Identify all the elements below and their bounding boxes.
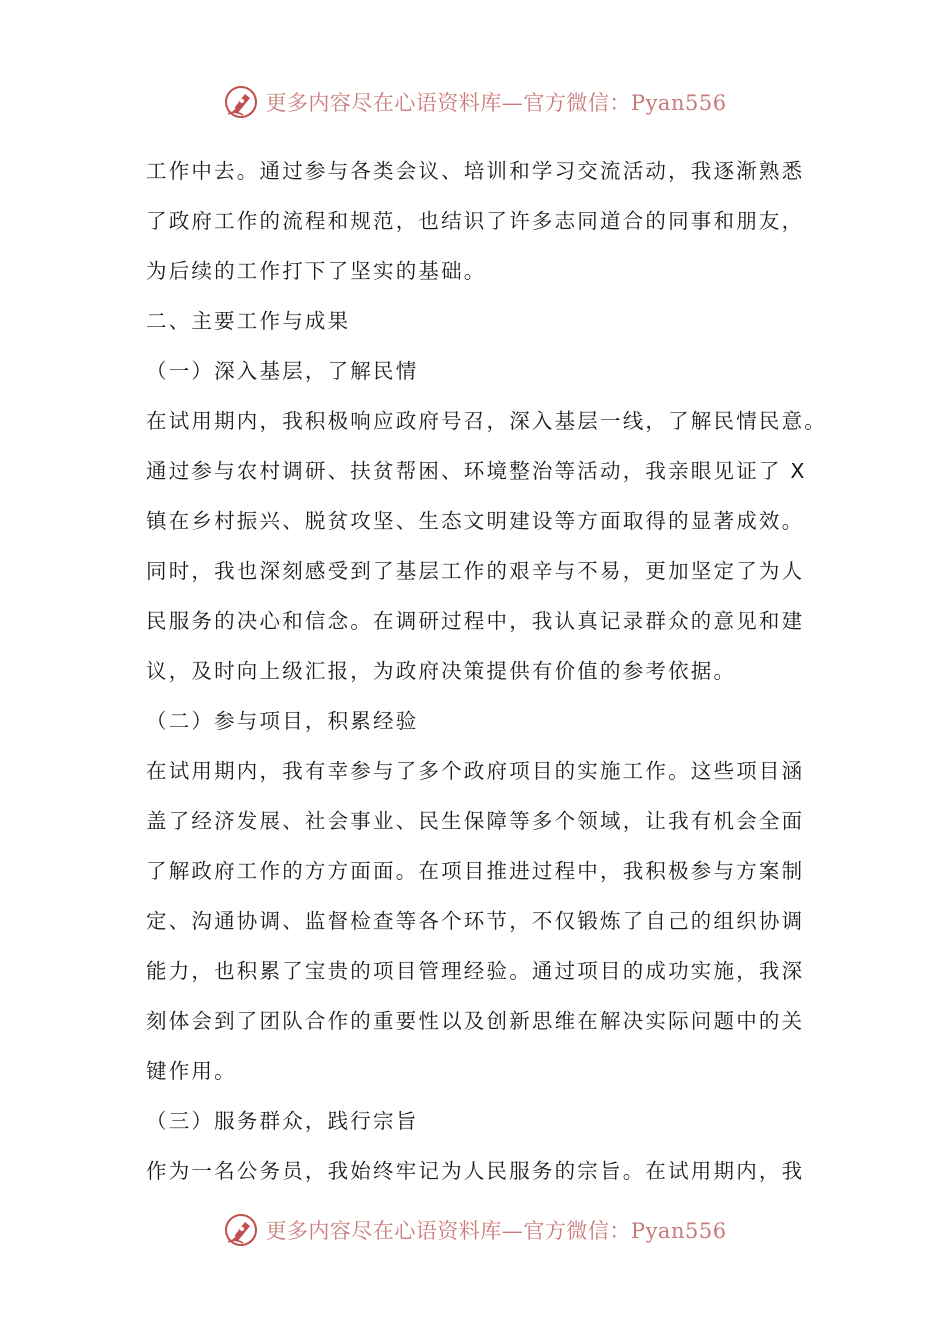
body-line: 在试用期内，我积极响应政府号召，深入基层一线，了解民情民意。 bbox=[146, 409, 827, 433]
body-line: 键作用。 bbox=[146, 1059, 237, 1083]
subsection-heading: （二）参与项目，积累经验 bbox=[146, 709, 419, 733]
pen-nib-logo-icon bbox=[223, 1212, 259, 1248]
subsection-heading: （三）服务群众，践行宗旨 bbox=[146, 1109, 419, 1133]
body-line: 工作中去。通过参与各类会议、培训和学习交流活动，我逐渐熟悉 bbox=[146, 159, 805, 183]
body-line: 盖了经济发展、社会事业、民生保障等多个领域，让我有机会全面 bbox=[146, 809, 805, 833]
body-line: 在试用期内，我有幸参与了多个政府项目的实施工作。这些项目涵 bbox=[146, 759, 805, 783]
section-heading: 二、主要工作与成果 bbox=[146, 309, 351, 333]
body-line: 为后续的工作打下了坚实的基础。 bbox=[146, 259, 487, 283]
document-body bbox=[146, 146, 826, 1196]
body-line: 了解政府工作的方方面面。在项目推进过程中，我积极参与方案制 bbox=[146, 859, 805, 883]
pen-nib-logo-icon bbox=[223, 84, 259, 120]
body-line: 作为一名公务员，我始终牢记为人民服务的宗旨。在试用期内，我 bbox=[146, 1159, 805, 1183]
body-line: 定、沟通协调、监督检查等各个环节，不仅锻炼了自己的组织协调 bbox=[146, 909, 805, 933]
body-line: 刻体会到了团队合作的重要性以及创新思维在解决实际问题中的关 bbox=[146, 1009, 805, 1033]
watermark-text: 更多内容尽在心语资料库—官方微信：Pyan556 bbox=[265, 1219, 727, 1243]
body-line: 了政府工作的流程和规范，也结识了许多志同道合的同事和朋友， bbox=[146, 209, 805, 233]
body-line: 镇在乡村振兴、脱贫攻坚、生态文明建设等方面取得的显著成效。 bbox=[146, 509, 805, 533]
footer-watermark-banner bbox=[0, 1208, 950, 1252]
body-line: 议，及时向上级汇报，为政府决策提供有价值的参考依据。 bbox=[146, 659, 737, 683]
watermark-text: 更多内容尽在心语资料库—官方微信：Pyan556 bbox=[265, 91, 727, 115]
subsection-heading: （一）深入基层，了解民情 bbox=[146, 359, 419, 383]
header-watermark-banner bbox=[0, 80, 950, 124]
body-line: 能力，也积累了宝贵的项目管理经验。通过项目的成功实施，我深 bbox=[146, 959, 805, 983]
body-line: 同时，我也深刻感受到了基层工作的艰辛与不易，更加坚定了为人 bbox=[146, 559, 805, 583]
body-line: 通过参与农村调研、扶贫帮困、环境整治等活动，我亲眼见证了 X bbox=[146, 459, 807, 483]
body-line: 民服务的决心和信念。在调研过程中，我认真记录群众的意见和建 bbox=[146, 609, 805, 633]
